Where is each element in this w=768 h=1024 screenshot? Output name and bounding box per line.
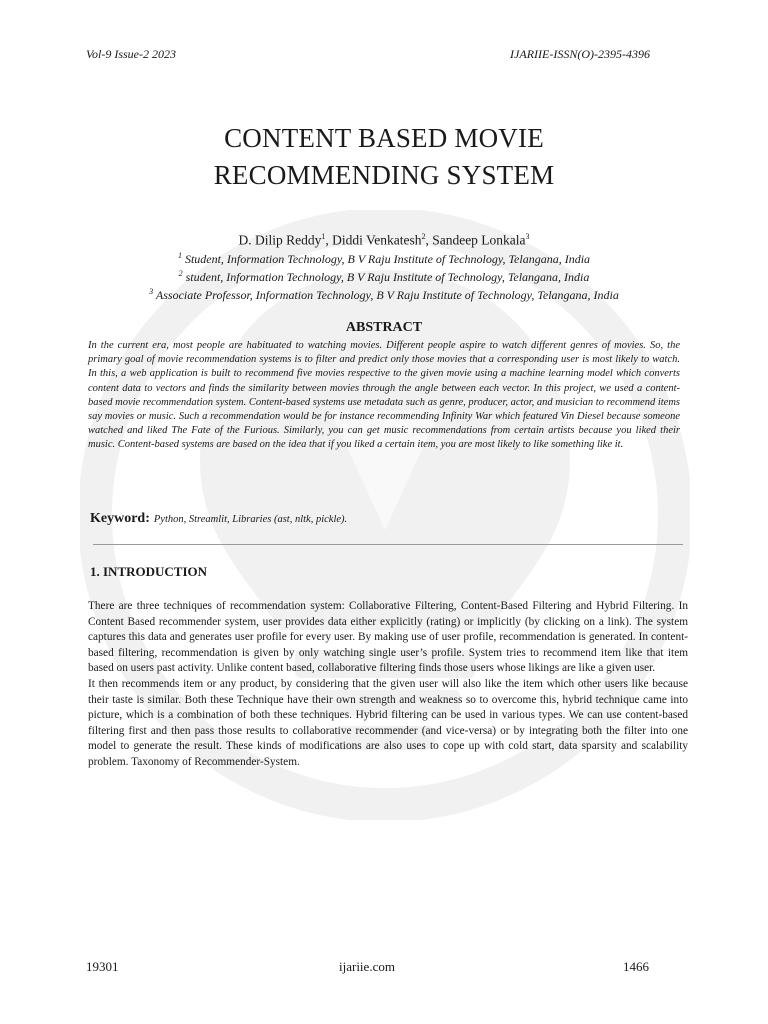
author-sup: 3 <box>525 232 530 241</box>
author-name: Sandeep Lonkala <box>432 232 526 248</box>
affiliation-1 <box>0 251 768 267</box>
running-header-volume: Vol-9 Issue-2 2023 <box>86 47 176 61</box>
paper-title-line-2: RECOMMENDING SYSTEM <box>213 160 555 190</box>
introduction-body <box>88 599 688 771</box>
author-sep: , <box>425 232 433 248</box>
abstract-heading: ABSTRACT <box>345 320 423 335</box>
affiliation-text: student, Information Technology, B V Raju Institute of Technology, Telangana, India <box>182 270 590 284</box>
affiliation-text: Student, Information Technology, B V Raju Institute of Technology, Telangana, India <box>181 252 591 266</box>
introduction-paragraph-2: It then recommends item or any product, by considering that the given user will also like the item which other users like because their taste is similar. Both these Technique have their own strength and weakness so to overcome this, hybrid technique came into picture, which is a combination of both these techniques. Hybrid filtering can be used in various types. We can use content-based filtering first and then pass those results to collaborative recommender (and vice-versa) or by integrating both the filter into one model to generate the result. These kinds of modifications are also uses to cope up with cold start, data sparsity and scalability problem. Taxonomy of Recommender-System. <box>88 677 688 768</box>
footer-page-number: 1466 <box>623 959 649 974</box>
keyword-label: Keyword: <box>90 511 150 526</box>
section-divider <box>93 544 683 545</box>
keyword-line <box>90 511 347 527</box>
paper-title-line-1: CONTENT BASED MOVIE <box>224 123 544 153</box>
author-sup: 2 <box>421 232 426 241</box>
author-sup: 1 <box>321 232 326 241</box>
paper-title <box>0 120 768 194</box>
author-sep: , <box>325 232 333 248</box>
abstract-body: In the current era, most people are habituated to watching movies. Different people aspire to watch different genres of movies. So, the primary goal of movie recommendation systems is to filter and predict only those movies that a corresponding user is most likely to watch. In this, a web application is built to recommend five movies respective to the given movie using a machine learning model which converts content data to vectors and finds the similarity between movies through the angle between each vector. In this project, we used a content-based movie recommendation system. Content-based systems use metadata such as genre, producer, actor, and musician to recommend items say movies or music. Such a recommendation would be for instance recommending Infinity War which featured Vin Diesel because someone watched and liked The Fate of the Furious. Similarly, you can get music recommendations from certain artists because you liked their music. Content-based systems are based on the idea that if you liked a certain item, you are most likely to like something like it. <box>88 340 680 451</box>
affiliation-2 <box>0 269 768 285</box>
affiliation-text: Associate Professor, Information Technology, B V Raju Institute of Technology, Telangana, India <box>153 288 619 302</box>
author-name: Diddi Venkatesh <box>332 232 422 248</box>
affiliation-3 <box>0 287 768 303</box>
footer-website: ijariie.com <box>339 959 395 974</box>
affiliation-sup: 3 <box>149 287 154 296</box>
keyword-value: Python, Streamlit, Libraries (ast, nltk, pickle). <box>153 514 348 525</box>
affiliation-sup: 1 <box>177 251 182 260</box>
affiliation-sup: 2 <box>178 269 183 278</box>
introduction-paragraph-1: There are three techniques of recommendation system: Collaborative Filtering, Content-Based Filtering and Hybrid Filtering. In Content Based recommender system, user provides data either explicitly (rating) or implicitly (by clicking on a link). The system captures this data and generates user profile for every user. By making use of user profile, recommendation is generated. In content-based filtering, recommendation is given by only watching single user’s profile. System tries to recommend item like that item based on users past activity. Unlike content based, collaborative filtering finds those users whose likings are like a given user. <box>88 600 688 675</box>
author-list <box>0 232 768 249</box>
footer-paper-id: 19301 <box>86 959 119 974</box>
running-header-issn: IJARIIE-ISSN(O)-2395-4396 <box>510 47 650 61</box>
author-name: D. Dilip Reddy <box>238 232 322 248</box>
introduction-heading: 1. INTRODUCTION <box>90 564 208 579</box>
